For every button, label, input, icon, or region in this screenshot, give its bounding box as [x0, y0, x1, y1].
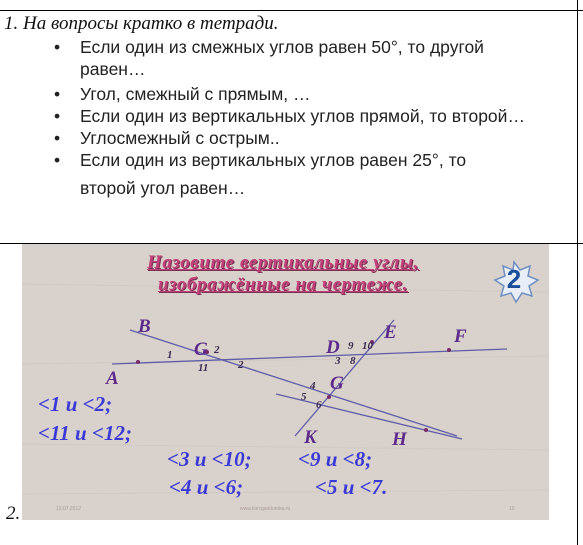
point-label-D: D: [326, 337, 340, 358]
angle-label: 2: [238, 359, 244, 371]
table-top-border: [0, 10, 583, 11]
answer-text: <9 и <8;: [298, 447, 373, 471]
angle-label: 3: [335, 355, 341, 367]
table-right-border: [577, 0, 578, 545]
question-item: [54, 105, 564, 127]
answer-text: <4 и <6;: [169, 475, 244, 499]
answer-text: <1 и <2;: [38, 392, 113, 416]
heading-line: изображённые на чертеже.: [157, 274, 409, 295]
point-label-H: H: [392, 429, 407, 450]
slide-footer-page: 10: [509, 506, 515, 512]
question-line: Угол, смежный с прямым, …: [80, 84, 311, 104]
point-label-A: A: [106, 368, 119, 389]
angle-label: 6: [316, 399, 322, 411]
question-line: Если один из вертикальных углов прямой, то второй…: [80, 106, 525, 126]
line-BH: [130, 330, 457, 436]
question-line: Если один из смежных углов равен 50°, то другой: [80, 37, 484, 57]
angle-label: 11: [198, 362, 209, 374]
angle-label: 4: [310, 380, 316, 392]
question-item: [54, 149, 564, 199]
point-label-E: E: [384, 322, 397, 343]
task2-number: 2.: [6, 503, 21, 524]
question-item: [54, 36, 564, 80]
question-line: Углосмежный с острым..: [80, 128, 280, 148]
point-label-G: G: [194, 339, 208, 360]
point-label-G2: G: [330, 373, 344, 394]
angle-label: 2: [214, 344, 220, 356]
answer-text: <3 и <10;: [167, 447, 252, 471]
question-line: Если один из вертикальных углов равен 25°, то: [80, 150, 467, 170]
answer-text: <11 и <12;: [38, 421, 132, 445]
angle-label: 1: [167, 349, 173, 361]
point-label-B: B: [138, 316, 151, 337]
point-label-K: K: [304, 427, 317, 448]
slide-badge-number: 2: [506, 264, 522, 294]
vertical-angles-slide: [22, 244, 549, 520]
slide-footer-date: 13.07.2012: [56, 506, 82, 512]
slide-heading: [88, 252, 478, 296]
point-label-F: F: [454, 326, 467, 347]
slide-footer-site: www.konspekturoka.ru: [240, 506, 291, 512]
question-line: равен…: [80, 59, 146, 79]
angle-label: 9: [348, 340, 354, 352]
heading-line: Назовите вертикальные углы,: [146, 252, 420, 273]
task1-question-list: [54, 36, 564, 199]
slide-texture: [22, 284, 549, 494]
task1-title: 1. На вопросы кратко в тетради.: [4, 13, 279, 34]
angle-label: 5: [301, 391, 307, 403]
angle-label: 10: [362, 340, 373, 352]
question-item: [54, 83, 564, 105]
angle-label: 8: [350, 355, 356, 367]
question-line: второй угол равен…: [80, 178, 246, 198]
answer-text: <5 и <7.: [315, 475, 388, 499]
question-item: [54, 127, 564, 149]
